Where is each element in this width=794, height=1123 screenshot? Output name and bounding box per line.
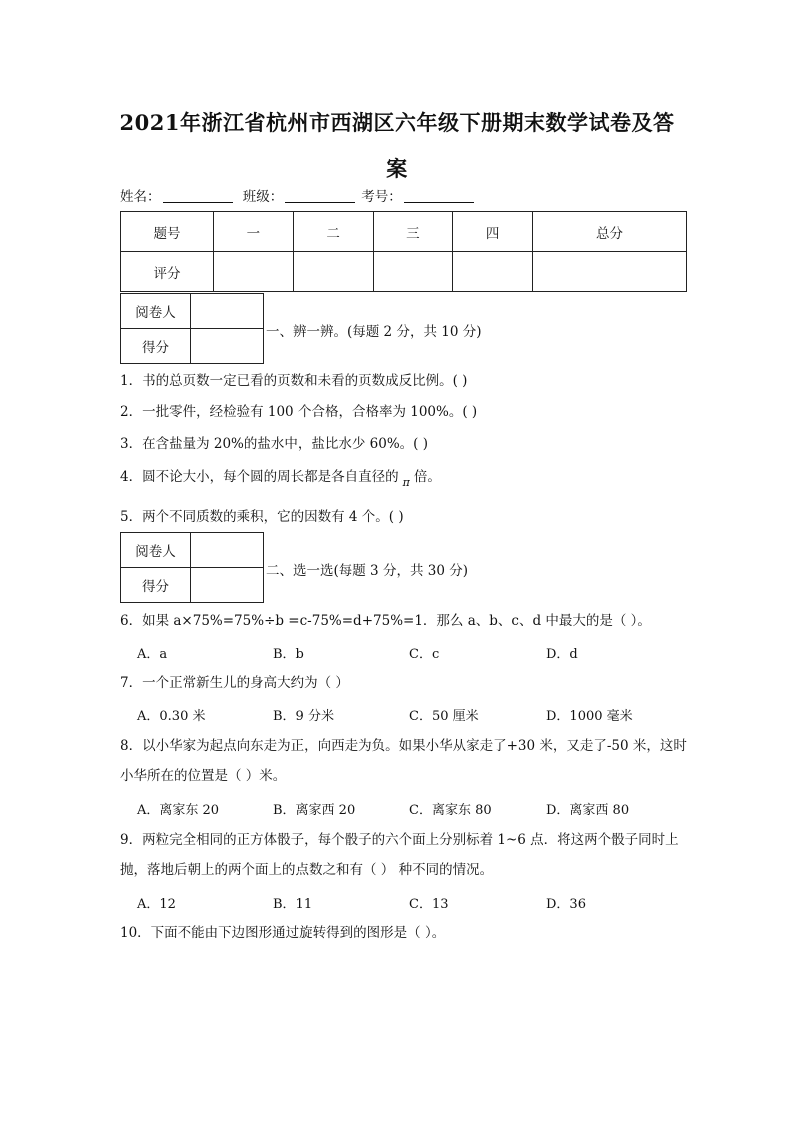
- score-cell[interactable]: [214, 252, 294, 292]
- question-5: 5．两个不同质数的乘积，它的因数有 4 个。( ): [120, 509, 404, 525]
- class-blank[interactable]: [285, 188, 355, 203]
- section-1-title: 一、辨一辨。(每题 2 分，共 10 分): [266, 324, 482, 340]
- option-a[interactable]: A．离家东 20: [137, 803, 220, 818]
- header-cell: 一: [214, 212, 294, 252]
- option-c[interactable]: C．50 厘米: [409, 709, 479, 724]
- question-7: 7．一个正常新生儿的身高大约为（ ）: [120, 675, 349, 691]
- score-cell[interactable]: [533, 252, 687, 292]
- reviewer-score-cell[interactable]: [191, 329, 264, 364]
- reviewer-box-2: [120, 532, 264, 603]
- reviewer-cell[interactable]: [191, 533, 264, 568]
- name-label: 姓名：: [120, 189, 161, 205]
- header-cell: 三: [373, 212, 453, 252]
- reviewer-box-1: [120, 293, 264, 364]
- score-cell[interactable]: [373, 252, 453, 292]
- question-6: 6．如果 a×75%=75%÷b =c-75%=d+75%=1．那么 a、b、c、d 中最大的是（ ）。: [120, 613, 651, 629]
- option-b[interactable]: B．9 分米: [273, 709, 334, 724]
- reviewer-cell[interactable]: [191, 294, 264, 329]
- exam-no-blank[interactable]: [404, 188, 474, 203]
- option-c[interactable]: C．c: [409, 647, 440, 662]
- section-2-title: 二、选一选(每题 3 分，共 30 分): [266, 563, 468, 579]
- score-cell[interactable]: [453, 252, 533, 292]
- question-8: 8．以小华家为起点向东走为正，向西走为负。如果小华从家走了+30 米，又走了-50 米，这时小华所在的位置是（ ）米。: [120, 738, 687, 784]
- reviewer-label: 阅卷人: [121, 294, 191, 329]
- option-b[interactable]: B．离家西 20: [273, 803, 356, 818]
- question-9: 9．两粒完全相同的正方体骰子，每个骰子的六个面上分别标着 1~6 点．将这两个骰子同时上抛，落地后朝上的两个面上的点数之和有（ ） 种不同的情况。: [120, 832, 679, 878]
- exam-no-label: 考号：: [361, 189, 402, 205]
- option-d[interactable]: D．d: [546, 647, 578, 662]
- option-a[interactable]: A．0.30 米: [137, 709, 206, 724]
- option-d[interactable]: D．1000 毫米: [546, 709, 633, 724]
- reviewer-score-label: 得分: [121, 568, 191, 603]
- score-row-label: 评分: [121, 252, 214, 292]
- option-b[interactable]: B．b: [273, 647, 304, 662]
- score-header-row: [121, 212, 687, 252]
- pi-symbol: π: [402, 476, 410, 489]
- header-cell: 二: [293, 212, 373, 252]
- question-4: [120, 467, 441, 488]
- header-cell: 总分: [533, 212, 687, 252]
- question-10: 10．下面不能由下边图形通过旋转得到的图形是（ ）。: [120, 925, 446, 941]
- option-c[interactable]: C．离家东 80: [409, 803, 492, 818]
- header-cell: 题号: [121, 212, 214, 252]
- option-c[interactable]: C．13: [409, 897, 449, 912]
- name-blank[interactable]: [163, 188, 233, 203]
- student-info: [120, 185, 480, 205]
- question-4-text: 4．圆不论大小，每个圆的周长都是各自直径的: [120, 469, 399, 485]
- header-cell: 四: [453, 212, 533, 252]
- score-cell[interactable]: [293, 252, 373, 292]
- score-value-row: [121, 252, 687, 292]
- question-1: 1．书的总页数一定已看的页数和未看的页数成反比例。( ): [120, 373, 468, 389]
- title-line-1: 2021年浙江省杭州市西湖区六年级下册期末数学试卷及答: [119, 110, 675, 135]
- question-4-tail: 倍。: [413, 469, 441, 485]
- option-d[interactable]: D．36: [546, 897, 586, 912]
- reviewer-label: 阅卷人: [121, 533, 191, 568]
- option-d[interactable]: D．离家西 80: [546, 803, 630, 818]
- option-a[interactable]: A．a: [137, 647, 168, 662]
- title-line-2: 案: [386, 156, 408, 181]
- reviewer-score-cell[interactable]: [191, 568, 264, 603]
- question-2: 2．一批零件，经检验有 100 个合格，合格率为 100%。( ): [120, 404, 478, 420]
- option-a[interactable]: A．12: [137, 897, 176, 912]
- reviewer-score-label: 得分: [121, 329, 191, 364]
- page-title: [100, 100, 694, 192]
- question-3: 3．在含盐量为 20%的盐水中，盐比水少 60%。( ): [120, 436, 429, 452]
- option-b[interactable]: B．11: [273, 897, 313, 912]
- class-label: 班级：: [242, 189, 284, 205]
- score-table: [120, 211, 687, 292]
